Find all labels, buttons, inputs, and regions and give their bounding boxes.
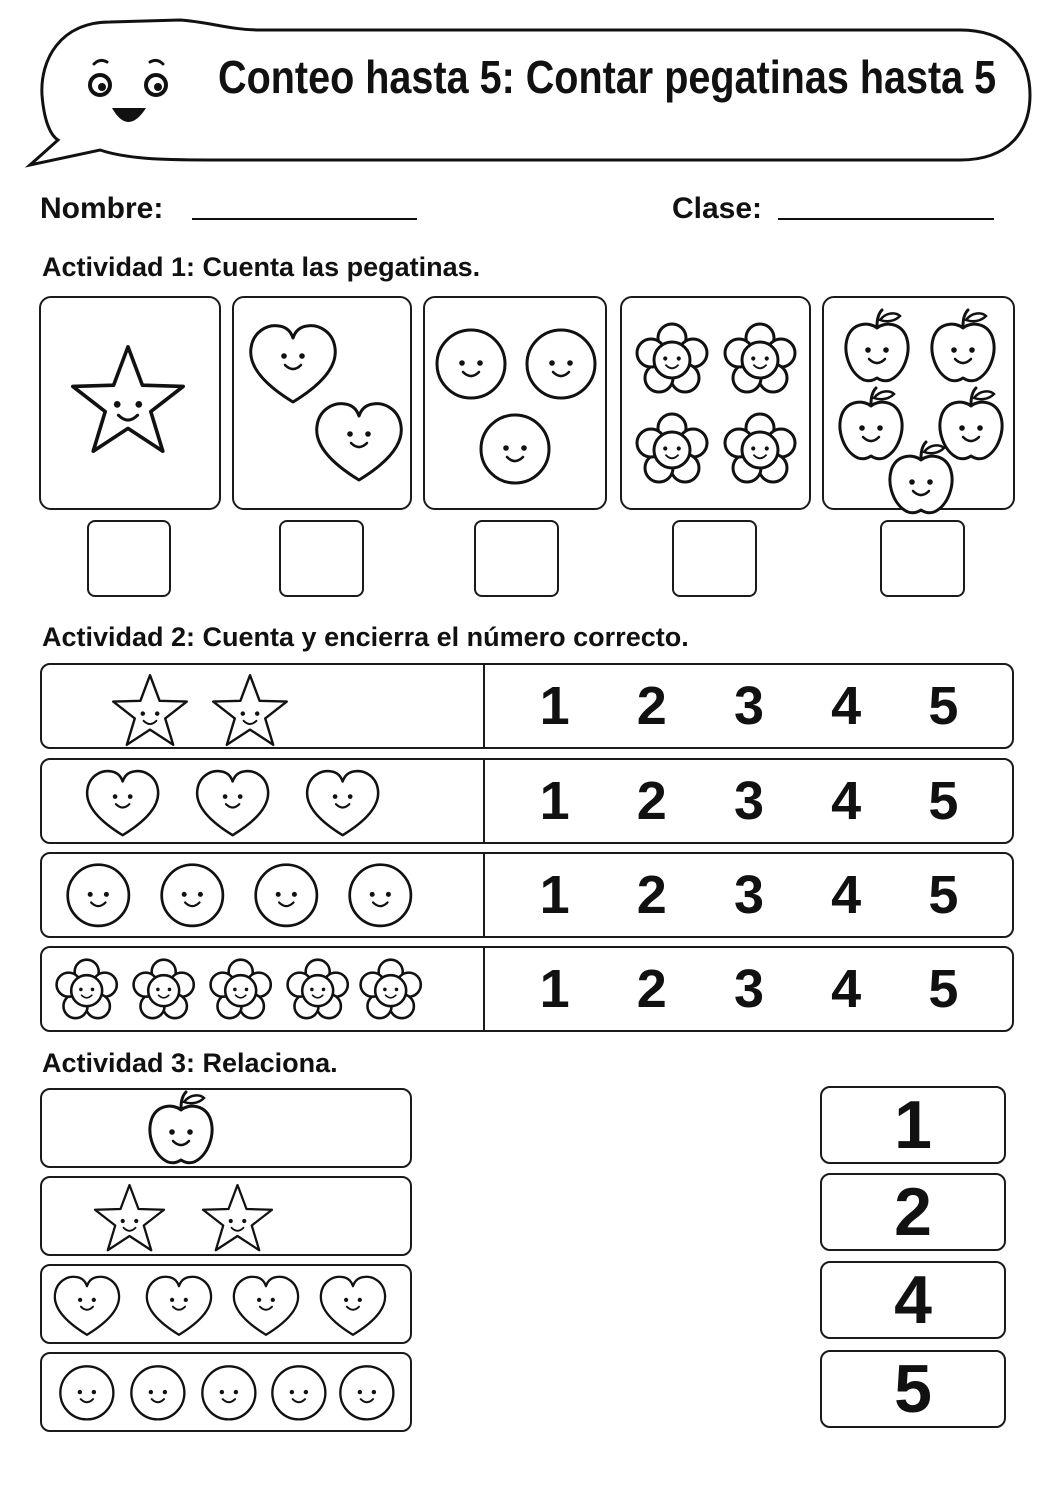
page-title: Conteo hasta 5: Contar pegatinas hasta 5 — [218, 51, 997, 103]
class-label: Clase: — [672, 192, 763, 225]
number-option[interactable]: 3 — [733, 959, 764, 1019]
activity1-answer-box-3[interactable] — [474, 520, 559, 597]
number-option[interactable]: 4 — [831, 959, 862, 1019]
activity3-group-1[interactable] — [40, 1088, 412, 1168]
smiley-icon — [338, 1364, 396, 1422]
number-option[interactable]: 4 — [831, 676, 862, 736]
heart-icon — [144, 1274, 214, 1338]
activity1-answer-box-5[interactable] — [880, 520, 965, 597]
flower-icon — [208, 958, 276, 1026]
activity3-title: Actividad 3: Relaciona. — [42, 1048, 338, 1078]
flower-icon — [358, 958, 426, 1026]
smiley-icon — [58, 1364, 116, 1422]
smiley-icon — [524, 327, 598, 401]
activity1-answer-box-2[interactable] — [279, 520, 364, 597]
smiley-icon — [65, 862, 131, 928]
class-field[interactable] — [778, 190, 994, 220]
number-option[interactable]: 5 — [928, 959, 959, 1019]
number-option[interactable]: 5 — [928, 676, 959, 736]
number-option[interactable]: 1 — [539, 959, 570, 1019]
star-icon — [110, 672, 190, 748]
number-option[interactable]: 4 — [831, 771, 862, 831]
flower-icon — [722, 322, 798, 398]
flower-icon — [54, 958, 122, 1026]
smiley-icon — [159, 862, 225, 928]
flower-icon — [285, 958, 353, 1026]
activity1-answer-box-1[interactable] — [87, 520, 171, 597]
number-option[interactable]: 5 — [928, 771, 959, 831]
activity1-title: Actividad 1: Cuenta las pegatinas. — [42, 252, 481, 282]
name-field[interactable] — [192, 190, 417, 220]
name-label: Nombre: — [40, 192, 164, 225]
number-option[interactable]: 2 — [636, 959, 667, 1019]
heart-icon — [84, 768, 162, 840]
activity2-title: Actividad 2: Cuenta y encierra el número correcto. — [42, 622, 689, 652]
apple-icon — [842, 308, 912, 384]
activity3-number-4[interactable]: 5 — [820, 1350, 1006, 1428]
number-option[interactable]: 2 — [636, 865, 667, 925]
star-icon — [210, 672, 290, 748]
apple-icon — [928, 308, 998, 384]
star-icon — [200, 1182, 275, 1252]
number-option[interactable]: 3 — [733, 771, 764, 831]
star-icon — [68, 342, 188, 457]
number-option[interactable]: 2 — [636, 771, 667, 831]
number-option[interactable]: 1 — [539, 771, 570, 831]
heart-icon — [313, 400, 405, 486]
number-option[interactable]: 1 — [539, 865, 570, 925]
smiley-face-icon — [80, 50, 180, 140]
apple-icon — [886, 440, 956, 516]
number-option[interactable]: 1 — [539, 676, 570, 736]
apple-icon — [146, 1090, 218, 1168]
smiley-icon — [434, 327, 508, 401]
number-option[interactable]: 3 — [733, 676, 764, 736]
number-option[interactable]: 3 — [733, 865, 764, 925]
activity1-answer-box-4[interactable] — [672, 520, 757, 597]
activity2-row-2 — [40, 758, 1014, 844]
smiley-icon — [129, 1364, 187, 1422]
number-option[interactable]: 4 — [831, 865, 862, 925]
smiley-icon — [253, 862, 319, 928]
flower-icon — [634, 322, 710, 398]
number-option[interactable]: 2 — [636, 676, 667, 736]
smiley-icon — [347, 862, 413, 928]
activity3-number-2[interactable]: 2 — [820, 1173, 1006, 1251]
heart-icon — [304, 768, 382, 840]
activity3-number-1[interactable]: 1 — [820, 1086, 1006, 1164]
heart-icon — [52, 1274, 122, 1338]
smiley-icon — [270, 1364, 328, 1422]
heart-icon — [247, 322, 339, 408]
star-icon — [92, 1182, 167, 1252]
number-option[interactable]: 5 — [928, 865, 959, 925]
flower-icon — [634, 412, 710, 488]
heart-icon — [318, 1274, 388, 1338]
smiley-icon — [200, 1364, 258, 1422]
activity3-number-3[interactable]: 4 — [820, 1261, 1006, 1339]
flower-icon — [131, 958, 199, 1026]
heart-icon — [231, 1274, 301, 1338]
smiley-icon — [478, 412, 552, 486]
flower-icon — [722, 412, 798, 488]
heart-icon — [194, 768, 272, 840]
